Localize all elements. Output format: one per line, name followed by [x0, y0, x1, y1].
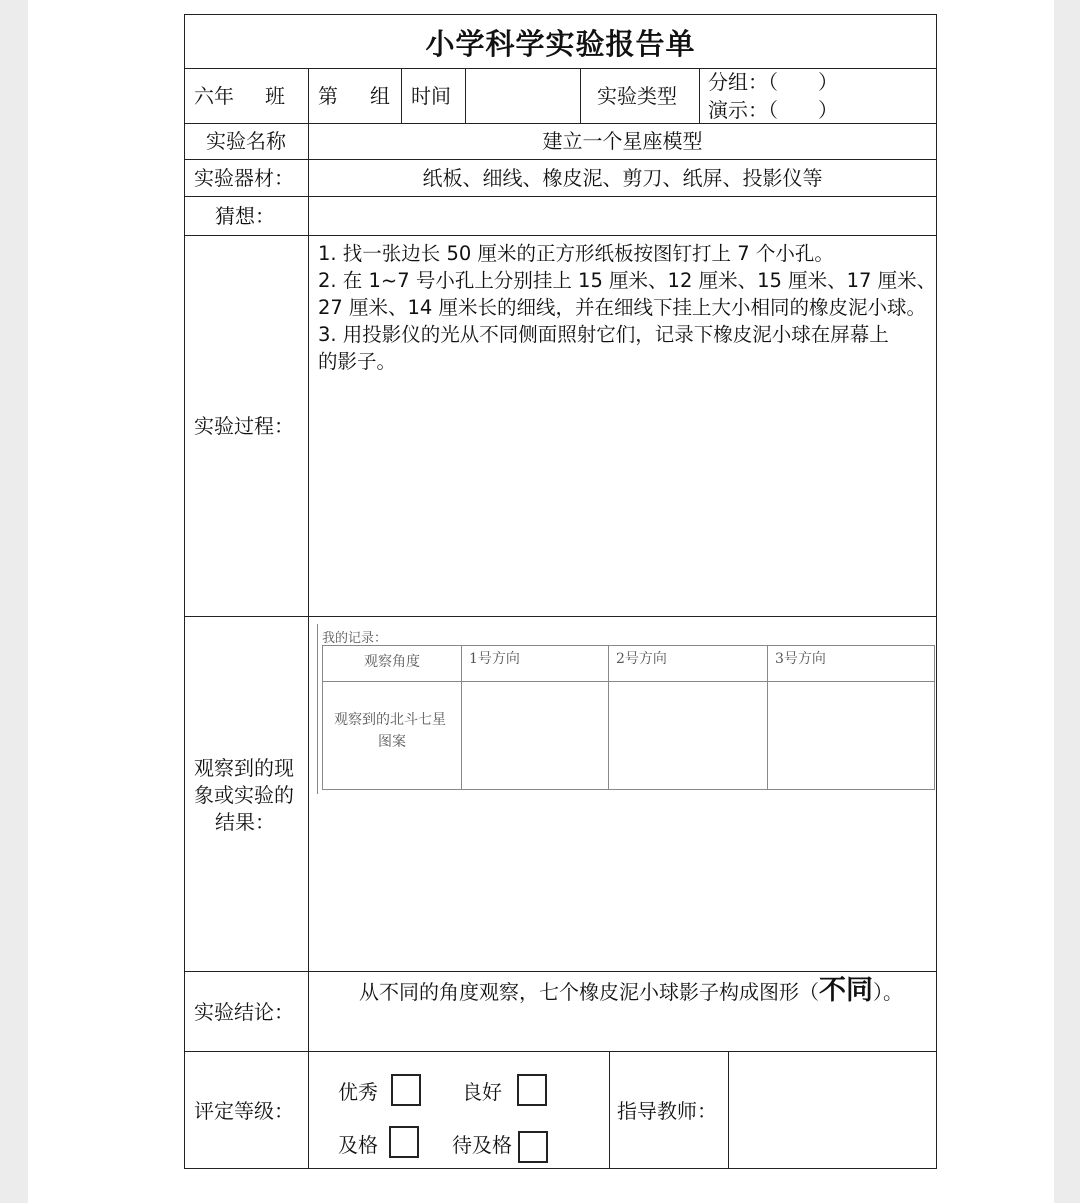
materials-label: 实验器材：	[194, 166, 294, 190]
grade-divider-1	[609, 1051, 610, 1169]
conclusion-label: 实验结论：	[194, 1000, 294, 1024]
conclusion-answer: 不同	[819, 975, 873, 1006]
record-row-label: 观察到的北斗七星	[334, 712, 446, 728]
record-left-edge	[317, 624, 318, 794]
materials-value: 纸板、细线、橡皮泥、剪刀、纸屏、投影仪等	[422, 166, 823, 190]
record-dir-1-header: 1号方向	[469, 651, 520, 667]
process-step-line: 27 厘米、14 厘米长的细线，并在细线下挂上大小相同的橡皮泥小球。	[318, 296, 927, 319]
header-divider-1	[401, 68, 402, 123]
name-label: 实验名称	[206, 129, 286, 153]
type-group-option: 分组：（ ）	[708, 70, 838, 94]
form-title: 小学科学实验报告单	[425, 27, 696, 61]
grade-pass-label: 及格	[338, 1133, 378, 1157]
grade-good-label: 良好	[462, 1080, 502, 1104]
name-value: 建立一个星座模型	[542, 129, 703, 153]
record-angle-header: 观察角度	[364, 654, 420, 670]
rule-below-materials	[184, 196, 937, 197]
process-step-line: 1. 找一张边长 50 厘米的正方形纸板按图钉打上 7 个小孔。	[318, 242, 834, 265]
grade-excellent-checkbox[interactable]	[391, 1074, 421, 1106]
grade-pending-checkbox[interactable]	[518, 1131, 548, 1163]
header-divider-4	[699, 68, 700, 123]
group-di-text: 第	[318, 84, 338, 108]
rule-below-result	[184, 971, 937, 972]
conclusion-text	[359, 977, 903, 1004]
rule-below-title	[184, 68, 937, 69]
class-text: 班	[265, 84, 285, 108]
experiment-type-label: 实验类型	[597, 84, 677, 108]
label-column-divider	[308, 68, 309, 1169]
rule-below-name	[184, 159, 937, 160]
record-row-label: 图案	[378, 734, 406, 750]
grade-good-checkbox[interactable]	[517, 1074, 547, 1106]
grade-pending-label: 待及格	[452, 1133, 512, 1157]
process-label: 实验过程：	[194, 414, 294, 438]
record-rule	[322, 681, 935, 682]
grade-divider-2	[728, 1051, 729, 1169]
record-dir-2-header: 2号方向	[616, 651, 667, 667]
record-caption: 我的记录：	[322, 631, 388, 646]
conclusion-suffix: ）。	[873, 980, 903, 1004]
conclusion-prefix: 从不同的角度观察，七个橡皮泥小球影子构成图形（	[359, 980, 819, 1004]
result-label-line: 观察到的现	[194, 756, 294, 780]
result-label-line: 象或实验的	[194, 783, 294, 807]
record-col-rule	[934, 645, 935, 789]
result-label-line: 结果：	[215, 810, 275, 834]
grade-label: 评定等级：	[194, 1099, 294, 1123]
rule-below-process	[184, 616, 937, 617]
record-col-rule	[322, 645, 323, 789]
rule-below-conclusion	[184, 1051, 937, 1052]
grade-pass-checkbox[interactable]	[389, 1126, 419, 1158]
record-col-rule	[767, 645, 768, 789]
grade-excellent-label: 优秀	[338, 1080, 378, 1104]
record-col-rule	[461, 645, 462, 789]
rule-below-guess	[184, 235, 937, 236]
rule-below-header	[184, 123, 937, 124]
record-rule	[322, 789, 935, 790]
header-divider-3	[580, 68, 581, 123]
record-rule	[322, 645, 935, 646]
record-dir-3-header: 3号方向	[775, 651, 826, 667]
grade-text: 六年	[194, 84, 234, 108]
process-step-line: 3. 用投影仪的光从不同侧面照射它们，记录下橡皮泥小球在屏幕上	[318, 323, 889, 346]
teacher-label: 指导教师：	[617, 1099, 717, 1123]
group-zu-text: 组	[370, 84, 390, 108]
process-step-line: 的影子。	[318, 350, 397, 373]
time-label: 时间	[411, 84, 451, 108]
process-step-line: 2. 在 1~7 号小孔上分别挂上 15 厘米、12 厘米、15 厘米、17 厘米、	[318, 269, 937, 292]
type-demo-option: 演示：（ ）	[708, 98, 838, 122]
header-divider-2	[465, 68, 466, 123]
record-col-rule	[608, 645, 609, 789]
process-steps	[318, 240, 937, 375]
guess-label: 猜想：	[215, 204, 275, 228]
